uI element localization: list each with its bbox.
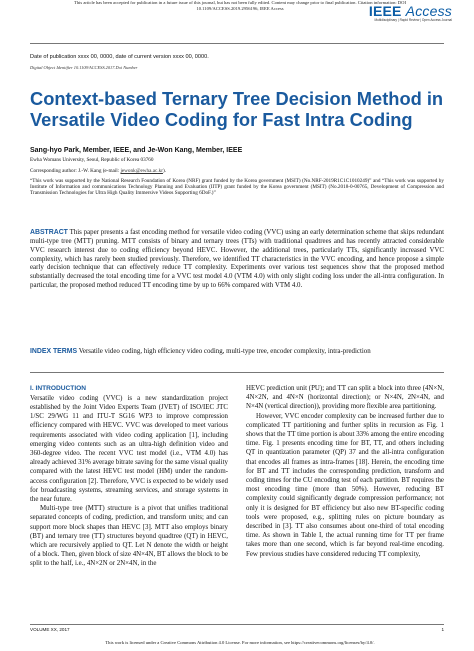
paper-title-line1: Context-based Ternary Tree Decision Method in <box>30 88 444 109</box>
corresponding-email-link[interactable]: jewonk@ewha.ac.kr <box>120 168 163 174</box>
page-number: 1 <box>441 627 444 632</box>
corresponding-author: Corresponding author: J.-W. Kang (e-mail: jewonk@ewha.ac.kr). <box>30 168 166 174</box>
author-list: Sang-hyo Park, Member, IEEE, and Je-Won Kang, Member, IEEE <box>30 147 243 154</box>
abstract-divider <box>30 372 444 373</box>
paragraph: Multi-type tree (MTT) structure is a pivot that unifies traditional separated concepts of coding, prediction, and transform units; and can support more block shapes than HEVC [3]. MTT also employs binary (BT) and ternary tree (TT) structures beyond quadtree (QT) in HEVC, which are recursively applied to QT. Let N denote the width or height of a block. Then, given block of size 4N×4N, BT allows the block to be split to the half, i.e., 4N×2N or 2N×4N, in the <box>30 505 228 568</box>
abstract <box>30 229 444 291</box>
paper-title-line2: Versatile Video Coding for Fast Intra Coding <box>30 109 413 130</box>
left-column <box>30 384 228 569</box>
right-column <box>246 384 444 559</box>
paper-title <box>30 88 450 130</box>
license-notice: This work is licensed under a Creative Commons Attribution 4.0 License. For more information, see https://creativecommons.org/licenses/by/4.0/. <box>105 640 375 645</box>
header-divider <box>30 43 444 44</box>
doi-line: Digital Object Identifier 10.1109/ACCESS.2017.Doi Number <box>30 65 138 70</box>
journal-logo-brand: IEEE Access <box>368 3 452 19</box>
footer-divider <box>30 624 444 625</box>
index-terms-heading: INDEX TERMS <box>30 348 78 355</box>
section-heading-introduction: I. INTRODUCTION <box>30 385 87 392</box>
volume-label: VOLUME XX, 2017 <box>30 627 70 632</box>
paragraph: Versatile video coding (VVC) is a new standardization project established by the Joint Video Experts Team (JVET) of ISO/IEC JTC 1/SC 29/WG 11 and ITU-T SG16 WP3 to improve compression efficiency compared with HEVC. VVC was developed to meet various requirements associated with video coding application [1], including emerging video contents such as an ultra-high definition video and 360-degree video. The recent VVC test model (i.e., VTM 4.0) has already achieved 31% average bitrate saving for the same visual quality compared with the latest HEVC test model (HM) under the random-access configuration [2]. Therefore, VVC is expected to be widely used for broadcasting systems, streaming services, and storage systems in the near future. <box>30 394 228 503</box>
journal-logo <box>369 3 452 22</box>
abstract-text: This paper presents a fast encoding method for versatile video coding (VVC) using an early determination scheme that skips redundant multi-type tree (MTT) pruning. MTT consists of binary and ternary trees (TTs) with traditional quadtrees and has recently attracted considerable VVC research interest due to coding efficiency beyond HEVC. However, the additional trees, particularly TTs, significantly increased VVC complexity, which has rarely been studied previously. Therefore, we identified TT characteristics in the VVC encoding, and hence propose a simple early decision technique that can effectively reduce TT complexity. Experiments over various test sequences show that the proposed method substantially decreased the total encoding time for a VVC test model 4.0 (VTM 4.0) with only slight coding loss under the all-intra configuration. In particular, the proposed method reduced TT encoding time by up to 66% compared with VTM 4.0. <box>30 229 444 290</box>
publication-notice-line1: This article has been accepted for publication in a future issue of this journal, but has not been fully edited. Content may change prior to final publication. Citation information: DOI <box>74 0 406 5</box>
publication-dates: Date of publication xxxx 00, 0000, date of current version xxxx 00, 0000. <box>30 54 209 60</box>
funding-acknowledgment: “This work was supported by the National Research Foundation of Korea (NRF) grant funded by the Korea government (MSIT) (No.NRF-2019R1C1C1010249)” and “This work was supported by Institute of Information and communications Technology Planning and Evaluation (IITP) grant funded by the Korea government (MSIT) (No.2018-0-00765, Development of Compression and Transmission Technologies for Ultra High Quality Immersive Videos Supporting 6DoF.)” <box>30 178 444 197</box>
paragraph: HEVC prediction unit (PU); and TT can split a block into three (4N×N, 4N×2N, and 4N×N (horizontal direction); or N×4N, 2N×4N, and N×4N (vertical direction)), providing more flexible area partitioning. <box>246 385 444 411</box>
abstract-heading: ABSTRACT <box>30 229 68 236</box>
paragraph: However, VVC encoder complexity can be increased further due to complicated TT partitioning and further splits in recursion as Fig. 1 shows that the TT time portion is about 33% among the entire encoding time. Fig. 1 presents encoding time for BT, TT, and others including QT in quantization parameter (QP) 37 and the all-intra configuration that encodes all frames as intra-frames [18]. Herein, the encoding time for BT and TT includes the corresponding prediction, transform and coding times for the CU encoding test of each partition. BT requires the most encoding time (more than 50%). However, reducing BT complexity could significantly degrade compression performance; not only it is designed for BT efficiency but also new BT-specific coding tools were proposed, e.g., splitting rules on picture boundary as described in [3]. TT also consumes about one-third of total encoding time. As shown in Table I, the actual running time for TT per frame takes more than one second, which is far beyond real-time encoding. Few previous studies have considered reducing TT complexity, <box>246 412 444 558</box>
publication-notice-line2: 10.1109/ACCESS.2019.2956196, IEEE Access <box>196 6 284 11</box>
index-terms-text: Versatile video coding, high efficiency video coding, multi-type tree, encoder complexity, intra-prediction <box>78 348 371 355</box>
affiliation: Ewha Womans University, Seoul, Republic of Korea 03760 <box>30 157 154 163</box>
journal-logo-tagline: Multidisciplinary | Rapid Review | Open Access Journal <box>374 18 452 22</box>
index-terms <box>30 348 444 357</box>
